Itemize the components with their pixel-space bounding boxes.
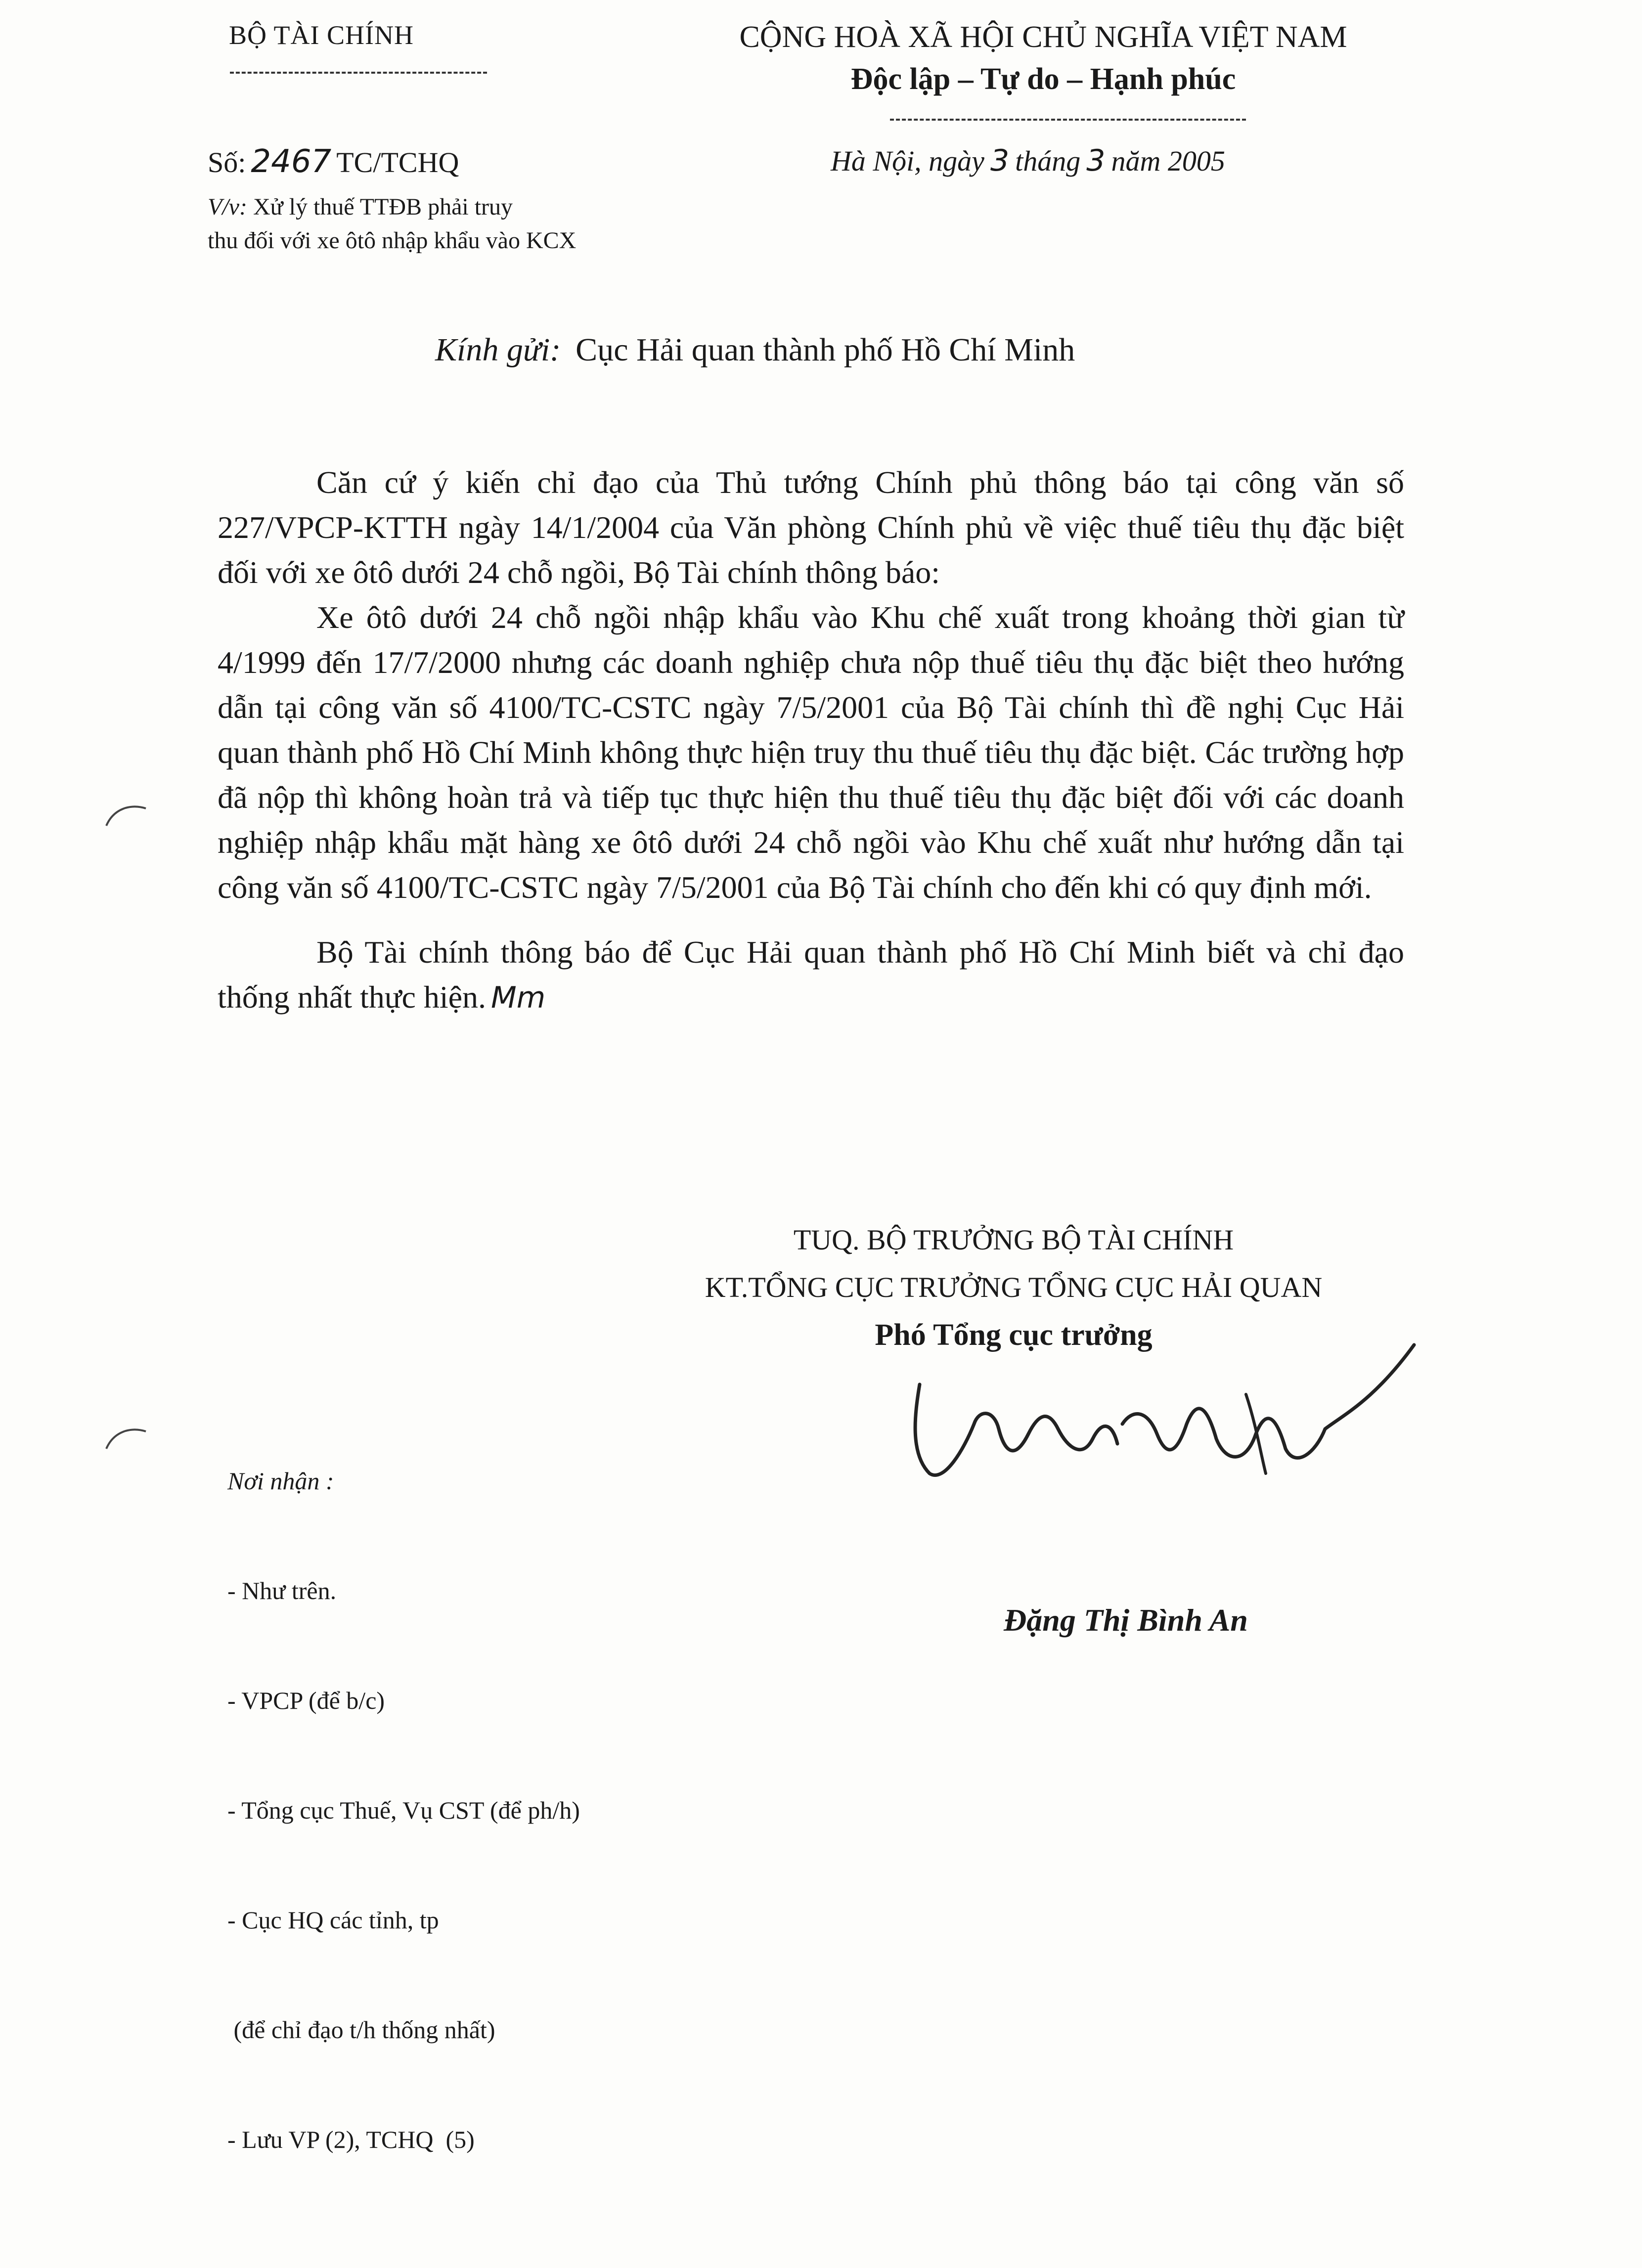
body-paragraph-3: Bộ Tài chính thông báo để Cục Hải quan thành phố Hồ Chí Minh biết và chỉ đạo thống nhất thực hiện. bbox=[218, 934, 1404, 1015]
national-title: CỘNG HOÀ XÃ HỘI CHỦ NGHĨA VIỆT NAM bbox=[739, 20, 1347, 54]
signature-title: Phó Tổng cục trưởng bbox=[875, 1318, 1153, 1352]
recipients-list bbox=[227, 1389, 580, 2231]
handwritten-signature-icon bbox=[900, 1325, 1444, 1523]
body-paragraph-3-wrap bbox=[218, 930, 1404, 1021]
date-place: Hà Nội, ngày bbox=[831, 145, 984, 177]
document-subject bbox=[208, 190, 576, 258]
punch-mark-icon bbox=[104, 801, 148, 831]
addressee-name: Cục Hải quan thành phố Hồ Chí Minh bbox=[576, 332, 1075, 368]
document-body bbox=[218, 460, 1404, 1021]
document-date bbox=[831, 143, 1225, 178]
signature-authority-1: TUQ. BỘ TRƯỞNG BỘ TÀI CHÍNH bbox=[793, 1224, 1234, 1256]
recipients-heading: Nơi nhận : bbox=[227, 1467, 334, 1495]
document-number bbox=[208, 143, 459, 180]
recipient-item: - Tổng cục Thuế, Vụ CST (để ph/h) bbox=[227, 1796, 580, 1824]
punch-mark-icon bbox=[104, 1424, 148, 1454]
national-motto: Độc lập – Tự do – Hạnh phúc bbox=[850, 62, 1236, 96]
recipient-item: - Cục HQ các tỉnh, tp bbox=[227, 1906, 439, 1934]
addressee-line bbox=[435, 331, 1075, 369]
document-number-prefix: Số: bbox=[208, 146, 246, 178]
date-month: 3 bbox=[1086, 143, 1106, 178]
issuing-ministry: BỘ TÀI CHÍNH bbox=[229, 20, 414, 50]
subject-line-1: Xử lý thuế TTĐB phải truy bbox=[253, 194, 513, 220]
subject-label: V/v: bbox=[208, 194, 247, 220]
recipient-item: - Như trên. bbox=[227, 1577, 337, 1604]
body-paragraph-1: Căn cứ ý kiến chỉ đạo của Thủ tướng Chính phủ thông báo tại công văn số 227/VPCP-KTTH ngày 14/1/2004 của Văn phòng Chính phủ về việc thuế tiêu thụ đặc biệt đối với xe ôtô dưới 24 chỗ ngồi, Bộ Tài chính thông báo: bbox=[218, 465, 1404, 590]
signature-authority-2: KT.TỔNG CỤC TRƯỞNG TỔNG CỤC HẢI QUAN bbox=[705, 1271, 1323, 1303]
body-paragraph-2: Xe ôtô dưới 24 chỗ ngồi nhập khẩu vào Khu chế xuất trong khoảng thời gian từ 4/1999 đến 17/7/2000 nhưng các doanh nghiệp chưa nộp thuế tiêu thụ đặc biệt theo hướng dẫn tại công văn số 4100/TC-CSTC ngày 7/5/2001 của Bộ Tài chính thì đề nghị Cục Hải quan thành phố Hồ Chí Minh không thực hiện truy thu thuế tiêu thụ đặc biệt. Các trường hợp đã nộp thì không hoàn trả và tiếp tục thực hiện thu thuế tiêu thụ đặc biệt đối với các doanh nghiệp nhập khẩu mặt hàng xe ôtô dưới 24 chỗ ngồi vào Khu chế xuất như hướng dẫn tại công văn số 4100/TC-CSTC ngày 7/5/2001 của Bộ Tài chính cho đến khi có quy định mới. bbox=[218, 600, 1404, 905]
date-month-label: tháng bbox=[1015, 145, 1081, 177]
initial-mark-icon: Mm bbox=[491, 980, 546, 1015]
addressee-label: Kính gửi: bbox=[435, 332, 561, 368]
recipient-item: (để chỉ đạo t/h thống nhất) bbox=[227, 2016, 495, 2044]
recipient-item: - Lưu VP (2), TCHQ (5) bbox=[227, 2126, 475, 2153]
recipient-item: - VPCP (để b/c) bbox=[227, 1687, 385, 1714]
document-number-suffix: TC/TCHQ bbox=[336, 146, 459, 178]
date-year: năm 2005 bbox=[1111, 145, 1225, 177]
subject-line-2: thu đối với xe ôtô nhập khẩu vào KCX bbox=[208, 227, 577, 254]
ministry-divider bbox=[230, 72, 487, 74]
document-number-handwritten: 2467 bbox=[251, 143, 332, 180]
date-day: 3 bbox=[990, 143, 1010, 178]
signer-name: Đặng Thị Bình An bbox=[1004, 1602, 1248, 1638]
motto-divider bbox=[890, 119, 1246, 121]
